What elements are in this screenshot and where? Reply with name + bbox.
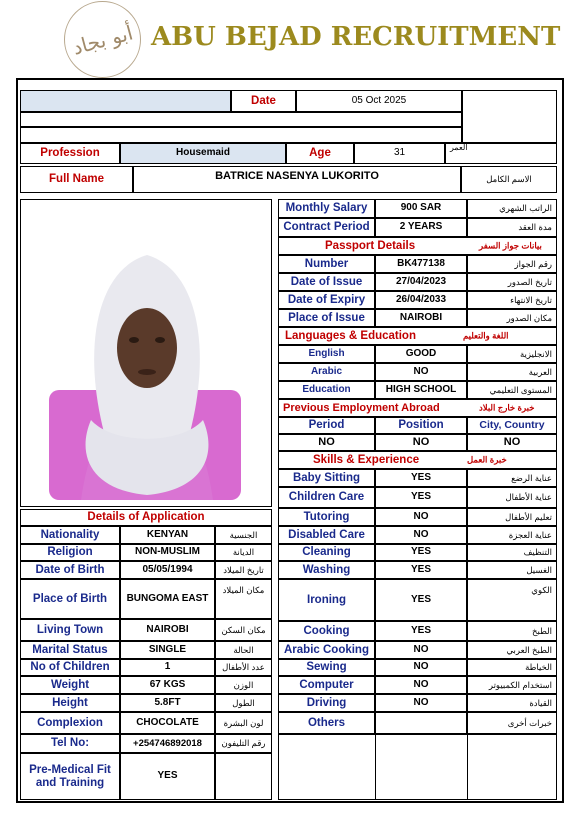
salary-arabic: الراتب الشهري [467, 199, 557, 218]
application-arabic: الوزن [215, 676, 272, 694]
others-column-divider [375, 734, 376, 800]
skill-value: NO [375, 526, 467, 544]
logo-text: أبو بجاد [69, 19, 136, 60]
passport-number-arabic: رقم الجواز [467, 255, 557, 273]
application-arabic: تاريخ الميلاد [215, 561, 272, 579]
application-header: Details of Application [20, 509, 272, 526]
arabic-arabic: العربية [467, 363, 557, 381]
place-of-issue-arabic: مكان الصدور [467, 309, 557, 327]
skill-label: Cleaning [278, 544, 375, 561]
skill-value: NO [375, 694, 467, 712]
skill-label: Computer [278, 676, 375, 694]
skill-arabic: التنظيف [467, 544, 557, 561]
english-arabic: الانجليزية [467, 345, 557, 363]
application-value: NON-MUSLIM [120, 544, 215, 561]
salary-label: Monthly Salary [278, 199, 375, 218]
skill-arabic: الكوي [467, 579, 557, 621]
period-label: Contract Period [278, 218, 375, 237]
skill-arabic: تعليم الأطفال [467, 508, 557, 526]
skill-arabic: الغسيل [467, 561, 557, 579]
employment-position-value: NO [375, 434, 467, 451]
profession-value: Housemaid [120, 143, 286, 164]
application-arabic: الحالة [215, 641, 272, 659]
application-label: Religion [20, 544, 120, 561]
skill-value: YES [375, 469, 467, 487]
skill-label: Children Care [278, 487, 375, 508]
skills-header [278, 451, 557, 469]
employment-period-value: NO [278, 434, 375, 451]
skill-value: YES [375, 621, 467, 641]
employment-city-value: NO [467, 434, 557, 451]
period-value: 2 YEARS [375, 218, 467, 237]
application-arabic: الديانة [215, 544, 272, 561]
application-arabic: لون البشرة [215, 712, 272, 734]
skill-value: NO [375, 641, 467, 659]
employment-title: Previous Employment Abroad [283, 402, 440, 414]
skill-label: Others [278, 712, 375, 734]
application-value: 67 KGS [120, 676, 215, 694]
education-value: HIGH SCHOOL [375, 381, 467, 399]
issue-date-value: 27/04/2023 [375, 273, 467, 291]
skill-value [375, 712, 467, 734]
skill-label: Washing [278, 561, 375, 579]
skill-value: NO [375, 676, 467, 694]
issue-date-arabic: تاريخ الصدور [467, 273, 557, 291]
employment-col-city: City, Country [467, 417, 557, 434]
application-arabic [215, 753, 272, 800]
fullname-label: Full Name [20, 166, 133, 193]
skills-title-arabic: خبرة العمل [467, 454, 507, 465]
skill-arabic: القيادة [467, 694, 557, 712]
date-value: 05 Oct 2025 [296, 90, 462, 112]
date-label: Date [231, 90, 296, 112]
skill-arabic: الطبخ [467, 621, 557, 641]
skill-label: Cooking [278, 621, 375, 641]
arabic-value: NO [375, 363, 467, 381]
application-label: Date of Birth [20, 561, 120, 579]
application-value: 5.8FT [120, 694, 215, 712]
application-value: BUNGOMA EAST [120, 579, 215, 619]
candidate-photo [20, 199, 272, 507]
application-arabic: مكان الميلاد [215, 579, 272, 619]
skills-title: Skills & Experience [313, 454, 420, 466]
issue-date-label: Date of Issue [278, 273, 375, 291]
period-arabic: مدة العقد [467, 218, 557, 237]
application-arabic: الطول [215, 694, 272, 712]
company-name: ABU BEJAD RECRUITMENT [151, 22, 561, 52]
age-label: Age [286, 143, 354, 164]
skill-label: Arabic Cooking [278, 641, 375, 659]
fullname-arabic: الاسم الكامل [461, 166, 557, 193]
expiry-date-value: 26/04/2033 [375, 291, 467, 309]
application-label: Weight [20, 676, 120, 694]
skill-arabic: خبرات أخرى [467, 712, 557, 734]
company-logo [64, 1, 141, 78]
application-arabic: عدد الأطفال [215, 659, 272, 676]
blank-line-1 [20, 112, 462, 127]
passport-header [278, 237, 557, 255]
application-label: Height [20, 694, 120, 712]
skill-label: Driving [278, 694, 375, 712]
english-label: English [278, 345, 375, 363]
application-label: Living Town [20, 619, 120, 641]
skill-arabic: عناية العجزة [467, 526, 557, 544]
salary-value: 900 SAR [375, 199, 467, 218]
skill-label: Sewing [278, 659, 375, 676]
application-value: 05/05/1994 [120, 561, 215, 579]
application-label: Complexion [20, 712, 120, 734]
application-value: 1 [120, 659, 215, 676]
languages-header [278, 327, 557, 345]
application-label: Pre-Medical Fit and Training [20, 753, 120, 800]
top-right-box [462, 90, 557, 143]
employment-col-period: Period [278, 417, 375, 434]
passport-title: Passport Details [325, 240, 416, 252]
skill-value: YES [375, 544, 467, 561]
employment-title-arabic: خبرة خارج البلاد [479, 402, 535, 413]
skill-value: NO [375, 508, 467, 526]
skill-value: NO [375, 659, 467, 676]
application-arabic: رقم التليفون [215, 734, 272, 753]
expiry-date-arabic: تاريخ الانتهاء [467, 291, 557, 309]
skill-value: YES [375, 579, 467, 621]
application-value: CHOCOLATE [120, 712, 215, 734]
employment-header [278, 399, 557, 417]
place-of-issue-value: NAIROBI [375, 309, 467, 327]
skill-label: Ironing [278, 579, 375, 621]
education-label: Education [278, 381, 375, 399]
languages-title-arabic: اللغة والتعليم [463, 330, 509, 341]
application-value: YES [120, 753, 215, 800]
skill-arabic: الطبخ العربي [467, 641, 557, 659]
skill-arabic: الخياطة [467, 659, 557, 676]
skill-value: YES [375, 487, 467, 508]
skill-label: Disabled Care [278, 526, 375, 544]
skill-arabic: عناية الأطفال [467, 487, 557, 508]
skill-arabic: استخدام الكمبيوتر [467, 676, 557, 694]
employment-col-position: Position [375, 417, 467, 434]
application-label: Marital Status [20, 641, 120, 659]
application-label: No of Children [20, 659, 120, 676]
passport-title-arabic: بيانات جواز السفر [479, 240, 542, 251]
others-blank-area [278, 734, 557, 800]
application-value: SINGLE [120, 641, 215, 659]
profession-label: Profession [20, 143, 120, 164]
application-value: KENYAN [120, 526, 215, 544]
application-label: Place of Birth [20, 579, 120, 619]
fullname-value: BATRICE NASENYA LUKORITO [133, 166, 461, 193]
skill-label: Baby Sitting [278, 469, 375, 487]
skill-arabic: عناية الرضع [467, 469, 557, 487]
age-value: 31 [354, 143, 445, 164]
application-arabic: الجنسية [215, 526, 272, 544]
skill-value: YES [375, 561, 467, 579]
passport-number-label: Number [278, 255, 375, 273]
application-label: Tel No: [20, 734, 120, 753]
others-column-divider [467, 734, 468, 800]
date-bar-blank [20, 90, 231, 112]
passport-number-value: BK477138 [375, 255, 467, 273]
expiry-date-label: Date of Expiry [278, 291, 375, 309]
languages-title: Languages & Education [285, 330, 416, 342]
education-arabic: المستوى التعليمي [467, 381, 557, 399]
application-value: NAIROBI [120, 619, 215, 641]
place-of-issue-label: Place of Issue [278, 309, 375, 327]
application-label: Nationality [20, 526, 120, 544]
arabic-label: Arabic [278, 363, 375, 381]
skill-label: Tutoring [278, 508, 375, 526]
english-value: GOOD [375, 345, 467, 363]
application-arabic: مكان السكن [215, 619, 272, 641]
blank-line-2 [20, 127, 462, 143]
age-arabic: العمر [445, 143, 557, 164]
application-value: +254746892018 [120, 734, 215, 753]
